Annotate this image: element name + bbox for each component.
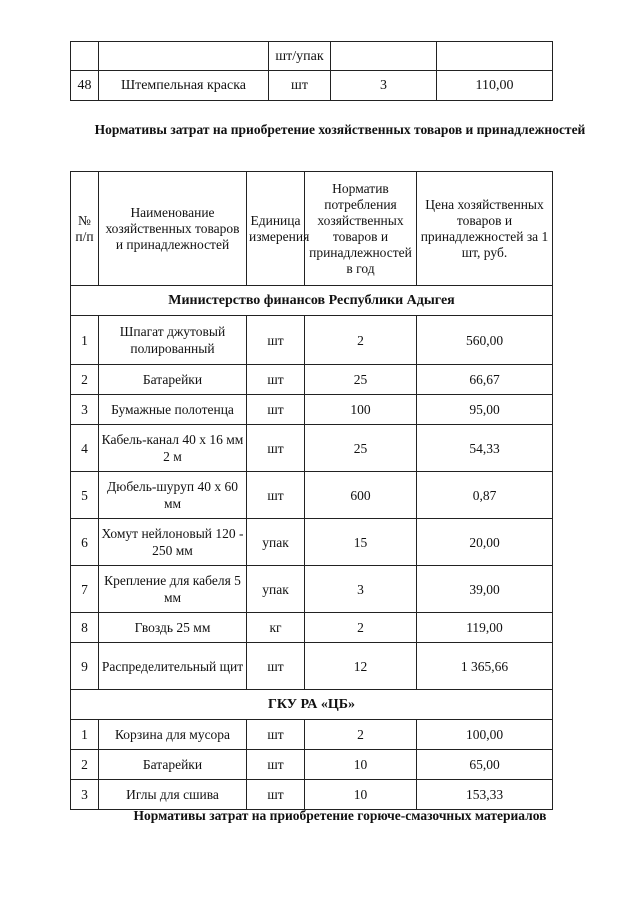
cell-price: 560,00 — [417, 316, 553, 365]
cell-unit: кг — [247, 613, 305, 643]
cell-price: 1 365,66 — [417, 643, 553, 690]
cell-unit: шт — [247, 365, 305, 395]
continuation-table — [70, 41, 553, 101]
cell-norm: 10 — [305, 780, 417, 810]
cell-num: 48 — [71, 71, 99, 101]
header-num: № п/п — [71, 172, 99, 286]
cell-name: Иглы для сшива — [99, 780, 247, 810]
cell-norm: 25 — [305, 365, 417, 395]
cell-unit: шт — [247, 472, 305, 519]
table-row — [71, 613, 553, 643]
section-heading: Нормативы затрат на приобретение хозяйственных товаров и принадлежностей — [94, 122, 586, 137]
cell-norm: 600 — [305, 472, 417, 519]
section-row — [71, 286, 553, 316]
cell-norm: 3 — [305, 566, 417, 613]
table-header-row — [71, 172, 553, 286]
cell-price — [437, 42, 553, 71]
cell-price: 0,87 — [417, 472, 553, 519]
section-title-ministry: Министерство финансов Республики Адыгея — [71, 286, 553, 316]
table-row — [71, 780, 553, 810]
cell-price: 153,33 — [417, 780, 553, 810]
cell-norm: 2 — [305, 316, 417, 365]
cell-price: 110,00 — [437, 71, 553, 101]
cell-price: 54,33 — [417, 425, 553, 472]
cell-price: 119,00 — [417, 613, 553, 643]
cell-num: 2 — [71, 750, 99, 780]
cell-num: 3 — [71, 780, 99, 810]
cell-num: 6 — [71, 519, 99, 566]
table-row — [71, 395, 553, 425]
cell-unit: упак — [247, 566, 305, 613]
cell-name: Гвоздь 25 мм — [99, 613, 247, 643]
cell-norm: 3 — [331, 71, 437, 101]
cell-norm: 10 — [305, 750, 417, 780]
cell-unit: шт — [247, 750, 305, 780]
section-row — [71, 690, 553, 720]
cell-price: 20,00 — [417, 519, 553, 566]
cell-norm — [331, 42, 437, 71]
cell-name: Дюбель-шуруп 40 х 60 мм — [99, 472, 247, 519]
cell-unit: шт — [247, 425, 305, 472]
household-goods-table — [70, 171, 553, 810]
section-heading: Нормативы затрат на приобретение горюче-смазочных материалов — [133, 808, 547, 823]
table-row — [71, 472, 553, 519]
cell-unit: шт — [247, 395, 305, 425]
cell-norm: 2 — [305, 720, 417, 750]
header-name: Наименование хозяйственных товаров и принадлежностей — [99, 172, 247, 286]
cell-price: 100,00 — [417, 720, 553, 750]
cell-name: Корзина для мусора — [99, 720, 247, 750]
cell-norm: 25 — [305, 425, 417, 472]
cell-num: 1 — [71, 720, 99, 750]
table-row — [71, 750, 553, 780]
cell-norm: 2 — [305, 613, 417, 643]
cell-price: 95,00 — [417, 395, 553, 425]
cell-unit: шт — [247, 316, 305, 365]
table-row — [71, 566, 553, 613]
cell-name: Распределительный щит — [99, 643, 247, 690]
cell-num: 8 — [71, 613, 99, 643]
header-price: Цена хозяйственных товаров и принадлежностей за 1 шт, руб. — [417, 172, 553, 286]
cell-unit: шт — [247, 720, 305, 750]
table-row — [71, 643, 553, 690]
table-row — [71, 42, 553, 71]
header-norm: Норматив потребления хозяйственных товаров и принадлежностей в год — [305, 172, 417, 286]
cell-unit: шт — [247, 780, 305, 810]
cell-name — [99, 42, 269, 71]
header-unit: Единица измерения — [247, 172, 305, 286]
cell-num: 2 — [71, 365, 99, 395]
cell-name: Шпагат джутовый полированный — [99, 316, 247, 365]
cell-num: 3 — [71, 395, 99, 425]
cell-unit: шт — [247, 643, 305, 690]
table-row — [71, 71, 553, 101]
table-row — [71, 425, 553, 472]
cell-price: 65,00 — [417, 750, 553, 780]
table-row — [71, 720, 553, 750]
cell-name: Хомут нейлоновый 120 - 250 мм — [99, 519, 247, 566]
cell-unit: упак — [247, 519, 305, 566]
cell-name: Батарейки — [99, 750, 247, 780]
cell-num: 1 — [71, 316, 99, 365]
cell-name: Бумажные полотенца — [99, 395, 247, 425]
cell-name: Крепление для кабеля 5 мм — [99, 566, 247, 613]
cell-num: 4 — [71, 425, 99, 472]
cell-norm: 100 — [305, 395, 417, 425]
table-row — [71, 519, 553, 566]
cell-unit: шт/упак — [269, 42, 331, 71]
cell-num: 5 — [71, 472, 99, 519]
cell-unit: шт — [269, 71, 331, 101]
cell-norm: 15 — [305, 519, 417, 566]
cell-name: Кабель-канал 40 х 16 мм 2 м — [99, 425, 247, 472]
cell-name: Штемпельная краска — [99, 71, 269, 101]
table-row — [71, 316, 553, 365]
cell-price: 39,00 — [417, 566, 553, 613]
cell-num — [71, 42, 99, 71]
cell-price: 66,67 — [417, 365, 553, 395]
cell-num: 7 — [71, 566, 99, 613]
table-row — [71, 365, 553, 395]
cell-norm: 12 — [305, 643, 417, 690]
cell-name: Батарейки — [99, 365, 247, 395]
section-title-gku: ГКУ РА «ЦБ» — [71, 690, 553, 720]
cell-num: 9 — [71, 643, 99, 690]
